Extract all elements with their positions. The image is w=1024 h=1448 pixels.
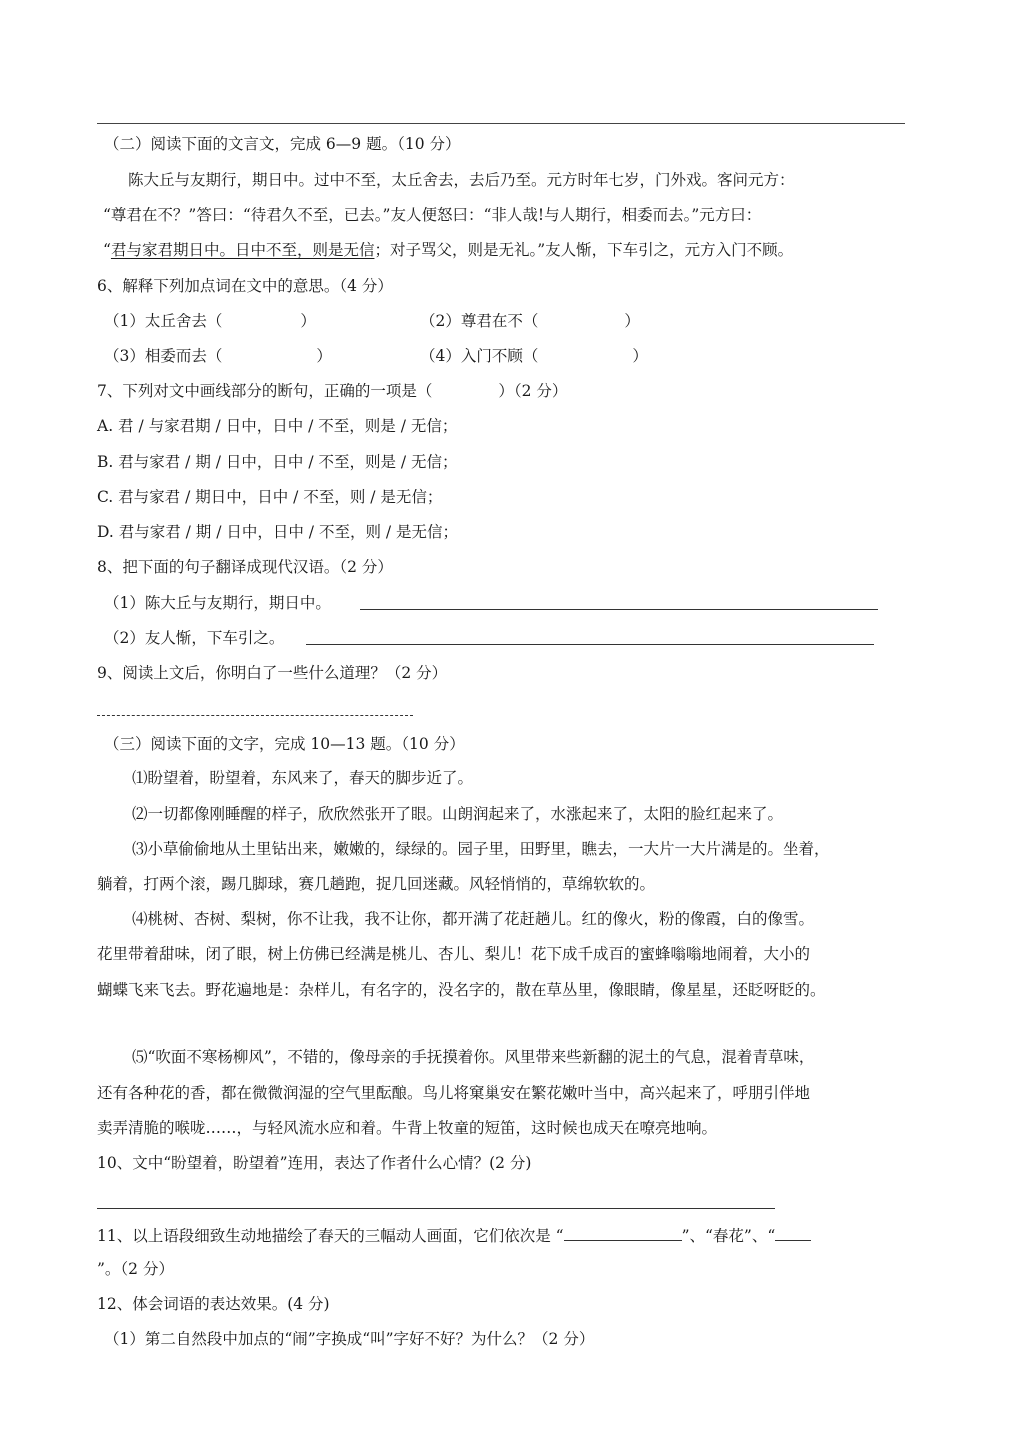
classical-text-line-3-rest: ；对子骂父，则是无礼。”友人惭，下车引之，元方入门不顾。 — [374, 241, 794, 259]
q8-answer-line-2[interactable] — [306, 644, 874, 645]
q11-blank-1[interactable] — [564, 1224, 682, 1241]
underlined-sentence: 君与家君期日中。日中不至，则是无信 — [110, 241, 375, 259]
q7-option-b[interactable]: B. 君与家君 / 期 / 日中，日中 / 不至，则是 / 无信； — [97, 453, 458, 471]
q8-stem: 8、把下面的句子翻译成现代汉语。（2 分） — [97, 558, 393, 576]
q9-answer-line[interactable] — [97, 715, 413, 716]
q9-stem: 9、阅读上文后，你明白了一些什么道理？（2 分） — [97, 664, 448, 682]
modern-text-p4-line-2: 花里带着甜味，闭了眼，树上仿佛已经满是桃儿、杏儿、梨儿！花下成千成百的蜜蜂嗡嗡地闹着，大小的 — [97, 945, 811, 963]
q7-option-c[interactable]: C. 君与家君 / 期日中，日中 / 不至，则 / 是无信； — [97, 488, 443, 506]
q8-item-2: （2）友人惭，下车引之。 — [104, 629, 285, 647]
modern-text-p3-line-1: ⑶小草偷偷地从土里钻出来，嫩嫩的，绿绿的。园子里，田野里，瞧去，一大片一大片满是的。坐着， — [132, 840, 830, 858]
section-3-heading: （三）阅读下面的文字，完成 10—13 题。（10 分） — [104, 735, 465, 753]
q11-stem: 11、以上语段细致生动地描绘了春天的三幅动人画面，它们依次是 “ ”、“春花”、“ — [97, 1224, 811, 1244]
modern-text-p4-line-1: ⑷桃树、杏树、梨树，你不让我，我不让你，都开满了花赶趟儿。红的像火，粉的像霞，白的像雪。 — [132, 910, 815, 928]
q6-item-3: （3）相委而去（ ） — [104, 347, 332, 365]
q12-item-1: （1）第二自然段中加点的“闹”字换成“叫”字好不好？为什么？（2 分） — [104, 1330, 595, 1348]
q7-option-d[interactable]: D. 君与家君 / 期 / 日中，日中 / 不至，则 / 是无信； — [97, 523, 459, 541]
modern-text-p5-line-3: 卖弄清脆的喉咙……，与轻风流水应和着。牛背上牧童的短笛，这时候也成天在嘹亮地响。 — [97, 1119, 718, 1137]
header-rule — [97, 123, 905, 124]
modern-text-p2: ⑵一切都像刚睡醒的样子，欣欣然张开了眼。山朗润起来了，水涨起来了，太阳的脸红起来了。 — [132, 805, 784, 823]
q6-stem: 6、解释下列加点词在文中的意思。（4 分） — [97, 277, 393, 295]
q6-item-2: （2）尊君在不（ ） — [420, 312, 640, 330]
q6-item-1: （1）太丘舍去（ ） — [104, 312, 316, 330]
q10-answer-line[interactable] — [97, 1208, 775, 1209]
quote-open: “ — [103, 241, 111, 259]
q11-blank-2[interactable] — [775, 1224, 811, 1241]
classical-text-line-3 — [103, 240, 793, 260]
q10-stem: 10、文中“盼望着，盼望着”连用，表达了作者什么心情？(2 分) — [97, 1154, 532, 1172]
q7-stem: 7、下列对文中画线部分的断句，正确的一项是（ ）（2 分） — [97, 382, 568, 400]
q8-item-1: （1）陈大丘与友期行，期日中。 — [104, 594, 331, 612]
q6-item-4: （4）入门不顾（ ） — [420, 347, 648, 365]
q11-stem-cont: ”。（2 分） — [97, 1260, 174, 1278]
q12-stem: 12、体会词语的表达效果。(4 分) — [97, 1295, 330, 1313]
modern-text-p5-line-1: ⑸“吹面不寒杨柳风”，不错的，像母亲的手抚摸着你。风里带来些新翻的泥土的气息，混着青草味， — [132, 1048, 815, 1066]
modern-text-p5-line-2: 还有各种花的香，都在微微润湿的空气里酝酿。鸟儿将窠巢安在繁花嫩叶当中，高兴起来了，呼朋引伴地 — [97, 1084, 811, 1102]
modern-text-p3-line-2: 躺着，打两个滚，踢几脚球，赛几趟跑，捉几回迷藏。风轻悄悄的，草绵软软的。 — [97, 875, 656, 893]
section-2-heading: （二）阅读下面的文言文，完成 6—9 题。（10 分） — [104, 135, 461, 153]
q8-answer-line-1[interactable] — [360, 609, 878, 610]
modern-text-p1: ⑴盼望着，盼望着，东风来了，春天的脚步近了。 — [132, 769, 474, 787]
q7-option-a[interactable]: A. 君 / 与家君期 / 日中，日中 / 不至，则是 / 无信； — [97, 417, 458, 435]
classical-text-line-2: “尊君在不？”答曰：“待君久不至，已去。”友人便怒曰：“非人哉!与人期行，相委而去。”元方曰： — [103, 206, 762, 224]
classical-text-line-1: 陈大丘与友期行，期日中。过中不至，太丘舍去，去后乃至。元方时年七岁，门外戏。客问元方： — [128, 171, 795, 189]
modern-text-p4-line-3: 蝴蝶飞来飞去。野花遍地是：杂样儿，有名字的，没名字的，散在草丛里，像眼睛，像星星，还眨呀眨的。 — [97, 981, 826, 999]
